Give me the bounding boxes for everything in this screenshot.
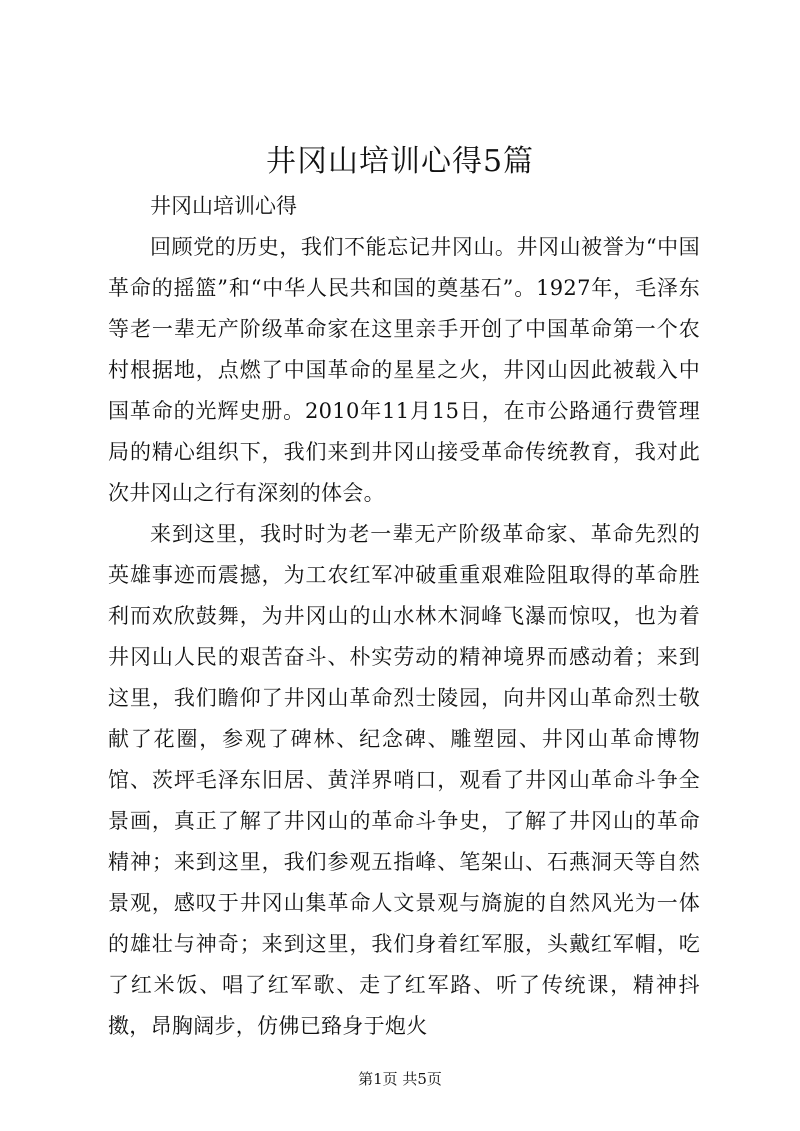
page-number-footer: 第1页 共5页 [358, 1070, 442, 1088]
document-title: 井冈山培训心得5篇 [265, 144, 535, 179]
paragraph-2: 来到这里，我时时为老一辈无产阶级革命家、革命先烈的英雄事迹而震撼，为工农红军冲破重重艰难险阻取得的革命胜利而欢欣鼓舞，为井冈山的山水林木洞峰飞瀑而惊叹，也为着井冈山人民的艰苦奋斗、朴实劳动的精神境界而感动着；来到这里，我们瞻仰了井冈山革命烈士陵园，向井冈山革命烈士敬献了花圈，参观了碑林、纪念碑、雕塑园、井冈山革命博物馆、茨坪毛泽东旧居、黄洋界哨口，观看了井冈山革命斗争全景画，真正了解了井冈山的革命斗争史，了解了井冈山的革命精神；来到这里，我们参观五指峰、笔架山、石燕洞天等自然景观，感叹于井冈山集革命人文景观与旖旎的自然风光为一体的雄壮与神奇；来到这里，我们身着红军服，头戴红军帽，吃了红米饭、唱了红军歌、走了红军路、听了传统课，精神抖擞，昂胸阔步，仿佛已臵身于炮火 [108, 522, 700, 1038]
document-subtitle: 井冈山培训心得 [150, 194, 297, 218]
paragraph-1: 回顾党的历史，我们不能忘记井冈山。井冈山被誉为“中国革命的摇篮”和“中华人民共和国的奠基石”。1927年，毛泽东等老一辈无产阶级革命家在这里亲手开创了中国革命第一个农村根据地，点燃了中国革命的星星之火，井冈山因此被载入中国革命的光辉史册。2010年11月15日，在市公路通行费管理局的精心组织下，我们来到井冈山接受革命传统教育，我对此次井冈山之行有深刻的体会。 [108, 235, 700, 505]
document-body [108, 186, 700, 1047]
